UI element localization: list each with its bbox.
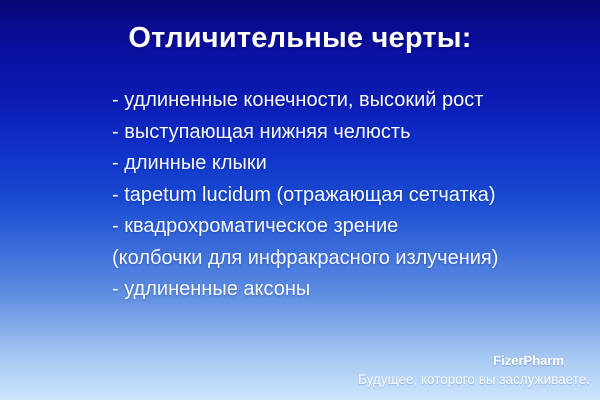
bullet-item: - квадрохроматическое зрение <box>112 215 399 237</box>
slide-footer <box>358 353 590 387</box>
bullet-item: - удлиненные аксоны <box>112 278 311 300</box>
brand-tagline: Будущее, которого вы заслуживаете. <box>358 372 590 387</box>
slide-title: Отличительные черты: <box>128 22 472 54</box>
bullet-item: - tapetum lucidum (отражающая сетчатка) <box>112 183 496 206</box>
bullet-item-continuation: (колбочки для инфракрасного излучения) <box>112 246 499 269</box>
brand-name: FizerPharm <box>493 353 564 368</box>
bullet-item: - удлиненные конечности, высокий рост <box>112 89 484 111</box>
bullet-item: - длинные клыки <box>112 152 267 174</box>
bullet-item: - выступающая нижняя челюсть <box>112 120 411 143</box>
bullet-list <box>112 85 580 306</box>
